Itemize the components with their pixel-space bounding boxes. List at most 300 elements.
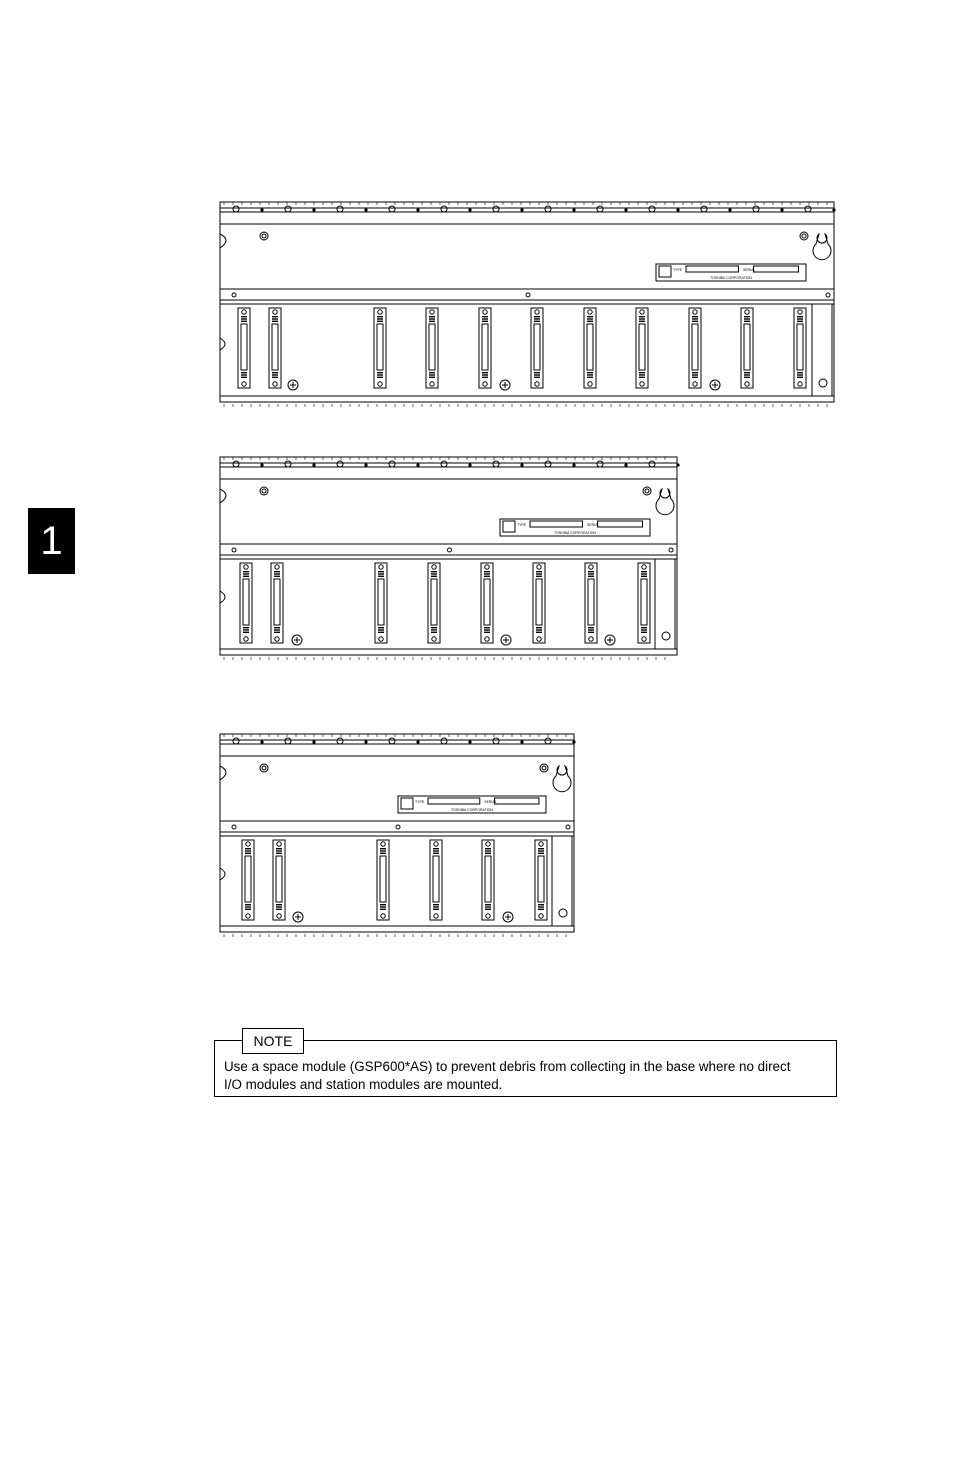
slot-pin-row	[538, 850, 544, 851]
rail-dot	[624, 208, 627, 211]
slot-pin-row	[433, 848, 439, 849]
rail-dot	[260, 208, 263, 211]
slot-connector-hole	[745, 382, 749, 386]
slot-connector	[374, 308, 386, 388]
slot-pin-row	[241, 321, 247, 322]
slot-pin-row	[433, 906, 439, 907]
slot-connector	[426, 308, 438, 388]
left-mount-notch	[220, 338, 225, 350]
slot-connector-hole	[588, 310, 592, 314]
slot-pin-row	[377, 372, 383, 373]
rail-hole	[493, 461, 499, 467]
slot-pin-row	[272, 374, 278, 375]
slot-pin-row	[484, 576, 490, 577]
slot-pin-row	[538, 904, 544, 905]
slot-pin-row	[429, 374, 435, 375]
slot-connector-hole	[242, 382, 246, 386]
slot-pin-row	[588, 573, 594, 574]
slot-pin-row	[378, 629, 384, 630]
rail-hole	[448, 548, 452, 552]
slot-connector-body	[536, 579, 542, 625]
rail-dot	[572, 208, 575, 211]
slot-pin-row	[377, 377, 383, 378]
slot-pin-row	[433, 853, 439, 854]
slot-connector-body	[243, 579, 249, 625]
mount-screw	[260, 232, 268, 240]
slot-pin-row	[639, 377, 645, 378]
rail-hole	[493, 738, 499, 744]
rail-hole	[566, 825, 570, 829]
slot-connector-hole	[246, 914, 250, 918]
slot-connector-hole	[277, 914, 281, 918]
rail-dot	[364, 740, 367, 743]
slot-pin-row	[538, 853, 544, 854]
slot-pin-row	[274, 627, 280, 628]
slot-connector-hole	[539, 842, 543, 846]
mount-screw-inner	[262, 489, 266, 493]
rail-dot	[312, 740, 315, 743]
slot-connector-hole	[381, 842, 385, 846]
slot-pin-row	[536, 627, 542, 628]
base-unit-8-slot-drawing	[218, 453, 681, 661]
slot-pin-row	[276, 906, 282, 907]
slot-connector	[636, 308, 648, 388]
slot-pin-row	[534, 321, 540, 322]
base-unit-11-slot-drawing	[218, 198, 838, 408]
slot-pin-row	[485, 904, 491, 905]
slot-pin-row	[538, 848, 544, 849]
rail-dot	[312, 208, 315, 211]
slot-pin-row	[431, 632, 437, 633]
slot-pin-row	[692, 316, 698, 317]
slot-connector-body	[797, 324, 803, 370]
slot-connector	[531, 308, 543, 388]
slot-pin-row	[692, 318, 698, 319]
slot-pin-row	[485, 850, 491, 851]
slot-connector-hole	[430, 310, 434, 314]
slot-connector-hole	[642, 637, 646, 641]
rail-dot	[364, 463, 367, 466]
rail-hole	[701, 206, 707, 212]
slot-connector-hole	[486, 842, 490, 846]
slot-connector	[481, 563, 493, 643]
slot-pin-row	[241, 374, 247, 375]
slot-pin-row	[378, 576, 384, 577]
rail-hole	[441, 461, 447, 467]
slot-pin-row	[431, 573, 437, 574]
left-mount-notch	[220, 234, 226, 248]
rail-dot	[676, 208, 679, 211]
rail-hole	[285, 738, 291, 744]
slot-connector-hole	[379, 565, 383, 569]
slot-pin-row	[245, 904, 251, 905]
rail-hole	[285, 206, 291, 212]
rail-hole	[285, 461, 291, 467]
mount-screw-inner	[542, 766, 546, 770]
rail-hole	[389, 206, 395, 212]
slot-pin-row	[639, 316, 645, 317]
slot-pin-row	[482, 318, 488, 319]
slot-pin-row	[276, 904, 282, 905]
slot-pin-row	[536, 629, 542, 630]
slot-connector-hole	[244, 565, 248, 569]
slot-pin-row	[587, 374, 593, 375]
slot-pin-row	[241, 318, 247, 319]
slot-pin-row	[797, 316, 803, 317]
rail-dot	[416, 463, 419, 466]
slot-pin-row	[588, 627, 594, 628]
rail-hole	[526, 293, 530, 297]
slot-pin-row	[482, 372, 488, 373]
mount-screw	[260, 764, 268, 772]
name-plate-type-text: TYPE	[415, 800, 425, 804]
slot-pin-row	[641, 632, 647, 633]
slot-connector-body	[482, 324, 488, 370]
slot-connector	[479, 308, 491, 388]
rail-hole	[441, 206, 447, 212]
slot-connector-hole	[434, 914, 438, 918]
keyhole-slot	[656, 489, 674, 515]
slot-pin-row	[243, 571, 249, 572]
slot-pin-row	[380, 853, 386, 854]
slot-pin-row	[641, 629, 647, 630]
slot-pin-row	[429, 377, 435, 378]
slot-connector-hole	[535, 310, 539, 314]
slot-pin-row	[484, 571, 490, 572]
slot-pin-row	[797, 321, 803, 322]
rail-hole	[232, 548, 236, 552]
slot-pin-row	[588, 629, 594, 630]
slot-connector	[240, 563, 252, 643]
slot-connector	[377, 840, 389, 920]
rail-dot	[780, 208, 783, 211]
slot-pin-row	[377, 321, 383, 322]
slot-connector-hole	[246, 842, 250, 846]
rail-hole	[597, 206, 603, 212]
slot-pin-row	[744, 321, 750, 322]
slot-pin-row	[692, 321, 698, 322]
end-plate-hole	[662, 632, 670, 640]
end-plate	[552, 836, 572, 926]
slot-pin-row	[534, 316, 540, 317]
rail-hole	[389, 738, 395, 744]
mount-screw-inner	[802, 234, 806, 238]
slot-connector-body	[538, 856, 544, 902]
slot-connector-body	[380, 856, 386, 902]
mount-screw	[800, 232, 808, 240]
slot-pin-row	[639, 374, 645, 375]
rail-hole	[396, 825, 400, 829]
slot-connector-hole	[432, 637, 436, 641]
rail-dot	[468, 740, 471, 743]
rail-dot	[312, 463, 315, 466]
slot-pin-row	[272, 372, 278, 373]
slot-pin-row	[429, 316, 435, 317]
slot-pin-row	[378, 627, 384, 628]
rail-hole	[233, 206, 239, 212]
slot-pin-row	[484, 629, 490, 630]
slot-pin-row	[274, 629, 280, 630]
rail-hole	[337, 738, 343, 744]
slot-pin-row	[377, 374, 383, 375]
rail-hole	[649, 206, 655, 212]
slot-pin-row	[485, 906, 491, 907]
slot-connector-hole	[537, 637, 541, 641]
slot-pin-row	[429, 321, 435, 322]
slot-connector-hole	[378, 310, 382, 314]
slot-pin-row	[245, 848, 251, 849]
slot-pin-row	[274, 632, 280, 633]
chapter-number: 1	[40, 519, 63, 563]
rail-hole	[232, 293, 236, 297]
slot-connector	[585, 563, 597, 643]
slot-connector-body	[274, 579, 280, 625]
slot-pin-row	[797, 318, 803, 319]
slot-pin-row	[245, 909, 251, 910]
slot-pin-row	[485, 909, 491, 910]
slot-pin-row	[536, 576, 542, 577]
slot-pin-row	[380, 904, 386, 905]
keyhole-slot	[553, 766, 571, 792]
slot-pin-row	[484, 632, 490, 633]
rail-hole	[545, 206, 551, 212]
note-text-line-1: Use a space module (GSP600*AS) to prevent debris from collecting in the base where no direct	[224, 1059, 791, 1074]
rail-hole	[649, 461, 655, 467]
slot-connector-body	[433, 856, 439, 902]
slot-pin-row	[272, 321, 278, 322]
slot-pin-row	[433, 850, 439, 851]
rail-hole	[337, 206, 343, 212]
rail-dot	[520, 208, 523, 211]
slot-pin-row	[243, 573, 249, 574]
slot-pin-row	[431, 571, 437, 572]
slot-connector-hole	[693, 310, 697, 314]
rail-hole	[597, 461, 603, 467]
rail-dot	[728, 208, 731, 211]
name-plate-mark	[503, 521, 515, 532]
slot-connector	[273, 840, 285, 920]
slot-connector-hole	[798, 382, 802, 386]
slot-connector	[242, 840, 254, 920]
rail-dot	[520, 463, 523, 466]
slot-pin-row	[588, 632, 594, 633]
slot-pin-row	[276, 848, 282, 849]
slot-pin-row	[243, 576, 249, 577]
slot-pin-row	[272, 377, 278, 378]
slot-connector-body	[587, 324, 593, 370]
slot-connector-hole	[588, 382, 592, 386]
slot-pin-row	[378, 632, 384, 633]
slot-connector-hole	[275, 565, 279, 569]
slot-pin-row	[588, 576, 594, 577]
slot-pin-row	[797, 377, 803, 378]
rail-dot	[572, 463, 575, 466]
slot-pin-row	[692, 372, 698, 373]
rail-hole	[233, 738, 239, 744]
rail-dot	[520, 740, 523, 743]
slot-connector-hole	[275, 637, 279, 641]
name-plate-type-field	[530, 521, 583, 527]
slot-connector-hole	[640, 310, 644, 314]
slot-pin-row	[433, 909, 439, 910]
rail-hole	[826, 293, 830, 297]
slot-pin-row	[431, 629, 437, 630]
slot-connector-hole	[693, 382, 697, 386]
rail-hole	[753, 206, 759, 212]
rail-dot	[416, 740, 419, 743]
slot-pin-row	[639, 372, 645, 373]
slot-pin-row	[538, 909, 544, 910]
slot-pin-row	[429, 318, 435, 319]
rail-dot	[624, 463, 627, 466]
note-text-line-2: I/O modules and station modules are mounted.	[224, 1077, 503, 1092]
base-outline	[220, 202, 834, 402]
slot-connector	[794, 308, 806, 388]
slot-pin-row	[380, 850, 386, 851]
slot-pin-row	[245, 853, 251, 854]
slot-pin-row	[744, 316, 750, 317]
name-plate-maker-text: TOSHIBA CORPORATION	[554, 531, 596, 535]
slot-pin-row	[692, 377, 698, 378]
slot-connector-body	[272, 324, 278, 370]
left-mount-notch	[220, 489, 226, 503]
end-plate-hole	[819, 379, 827, 387]
slot-connector	[430, 840, 442, 920]
slot-pin-row	[534, 318, 540, 319]
slot-connector-hole	[745, 310, 749, 314]
slot-pin-row	[797, 374, 803, 375]
rail-dot	[832, 208, 835, 211]
name-plate-serial-text: SERIAL	[484, 800, 497, 804]
mount-screw-inner	[262, 766, 266, 770]
slot-pin-row	[241, 316, 247, 317]
slot-pin-row	[245, 906, 251, 907]
slot-pin-row	[378, 571, 384, 572]
mount-screw	[260, 487, 268, 495]
mount-screw-inner	[262, 234, 266, 238]
slot-connector-hole	[640, 382, 644, 386]
slot-connector	[533, 563, 545, 643]
slot-pin-row	[431, 576, 437, 577]
slot-pin-row	[272, 318, 278, 319]
slot-pin-row	[744, 377, 750, 378]
slot-connector-hole	[277, 842, 281, 846]
slot-pin-row	[377, 316, 383, 317]
slot-connector-hole	[242, 310, 246, 314]
slot-pin-row	[245, 850, 251, 851]
slot-pin-row	[587, 377, 593, 378]
slot-connector-hole	[589, 637, 593, 641]
slot-connector-hole	[273, 310, 277, 314]
slot-connector-hole	[485, 565, 489, 569]
keyhole-slot	[813, 234, 831, 260]
slot-connector-body	[534, 324, 540, 370]
slot-pin-row	[744, 374, 750, 375]
slot-pin-row	[276, 850, 282, 851]
mount-screw-inner	[645, 489, 649, 493]
slot-connector-body	[241, 324, 247, 370]
slot-connector-body	[588, 579, 594, 625]
slot-pin-row	[639, 321, 645, 322]
slot-pin-row	[482, 377, 488, 378]
slot-connector	[428, 563, 440, 643]
slot-pin-row	[641, 571, 647, 572]
slot-connector-body	[245, 856, 251, 902]
slot-pin-row	[482, 321, 488, 322]
slot-pin-row	[534, 374, 540, 375]
slot-pin-row	[639, 318, 645, 319]
slot-connector-body	[692, 324, 698, 370]
rail-hole	[545, 738, 551, 744]
slot-pin-row	[536, 571, 542, 572]
slot-connector-body	[484, 579, 490, 625]
rail-dot	[468, 208, 471, 211]
left-mount-notch	[220, 591, 225, 603]
slot-connector-hole	[535, 382, 539, 386]
name-plate-mark	[401, 798, 413, 809]
name-plate-serial-field	[598, 521, 643, 527]
slot-connector	[638, 563, 650, 643]
slot-connector-body	[641, 579, 647, 625]
slot-connector-hole	[483, 382, 487, 386]
slot-pin-row	[274, 576, 280, 577]
base-outline	[220, 457, 677, 655]
end-plate	[812, 304, 832, 396]
slot-connector-hole	[798, 310, 802, 314]
slot-pin-row	[641, 576, 647, 577]
slot-connector-body	[378, 579, 384, 625]
rail-hole	[805, 206, 811, 212]
slot-connector	[238, 308, 250, 388]
slot-connector-body	[431, 579, 437, 625]
slot-connector-body	[744, 324, 750, 370]
rail-dot	[260, 463, 263, 466]
slot-connector-body	[485, 856, 491, 902]
slot-pin-row	[272, 316, 278, 317]
slot-connector-body	[429, 324, 435, 370]
slot-pin-row	[484, 573, 490, 574]
rail-dot	[260, 740, 263, 743]
note-label: NOTE	[242, 1028, 304, 1054]
name-plate-serial-field	[495, 798, 539, 804]
left-mount-notch	[220, 868, 225, 880]
slot-connector	[741, 308, 753, 388]
rail-hole	[545, 461, 551, 467]
rail-hole	[233, 461, 239, 467]
slot-pin-row	[797, 372, 803, 373]
slot-connector-hole	[589, 565, 593, 569]
slot-pin-row	[536, 632, 542, 633]
slot-pin-row	[482, 316, 488, 317]
slot-connector-hole	[244, 637, 248, 641]
slot-pin-row	[744, 318, 750, 319]
rail-dot	[572, 740, 575, 743]
slot-pin-row	[276, 853, 282, 854]
slot-pin-row	[377, 318, 383, 319]
rail-hole	[337, 461, 343, 467]
slot-connector-hole	[483, 310, 487, 314]
name-plate-serial-text: SERIAL	[743, 268, 756, 272]
slot-pin-row	[692, 374, 698, 375]
slot-pin-row	[243, 627, 249, 628]
name-plate-type-text: TYPE	[673, 268, 683, 272]
slot-connector-hole	[539, 914, 543, 918]
slot-pin-row	[241, 372, 247, 373]
slot-pin-row	[485, 848, 491, 849]
slot-pin-row	[243, 629, 249, 630]
slot-connector-hole	[273, 382, 277, 386]
slot-pin-row	[484, 627, 490, 628]
